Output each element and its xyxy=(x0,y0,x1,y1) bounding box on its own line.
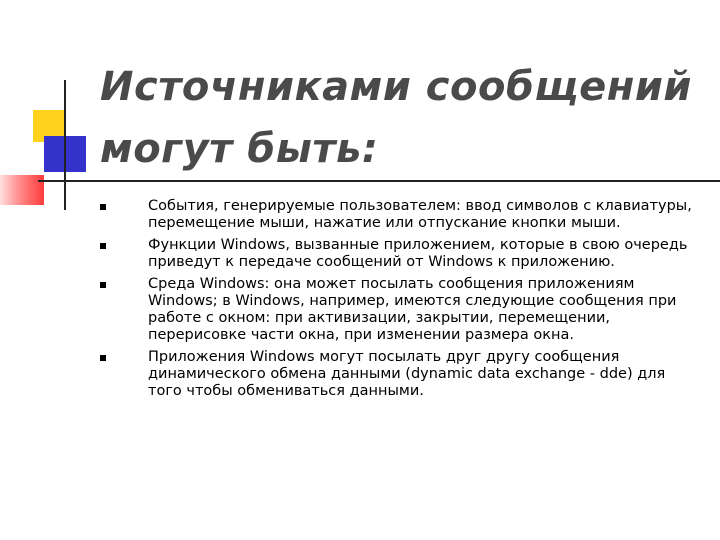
title-divider-line xyxy=(38,180,720,182)
bullet-square-icon xyxy=(100,282,106,288)
bullet-text: Приложения Windows могут посылать друг другу сообщения динамического обмена данными (dynamic data exchange - dde) для того чтобы обмениваться данными. xyxy=(148,349,666,399)
bullet-item-windows-functions xyxy=(100,237,700,271)
bullet-list xyxy=(100,198,700,400)
bullet-text: Функции Windows, вызванные приложением, которые в свою очередь приведут к передаче сообщений от Windows к приложению. xyxy=(148,237,688,270)
bullet-square-icon xyxy=(100,355,106,361)
slide-title-line-1: Источниками сообщений xyxy=(100,64,692,110)
bullet-item-user-events xyxy=(100,198,700,232)
bullet-square-icon xyxy=(100,204,106,210)
bullet-item-windows-environment xyxy=(100,276,700,344)
bullet-item-dde xyxy=(100,349,700,400)
bullet-text: События, генерируемые пользователем: ввод символов с клавиатуры, перемещение мыши, нажатие или отпускание кнопки мыши. xyxy=(148,198,692,231)
decorative-vertical-line xyxy=(64,80,66,210)
bullet-text: Среда Windows: она может посылать сообщения приложениям Windows; в Windows, например, имеются следующие сообщения при работе с окном: при активизации, закрытии, перемещении, перерисовке части окна, при изменении размера окна. xyxy=(148,276,677,343)
slide-title-line-2: могут быть: xyxy=(100,126,379,172)
slide-title xyxy=(100,56,700,180)
bullet-square-icon xyxy=(100,243,106,249)
